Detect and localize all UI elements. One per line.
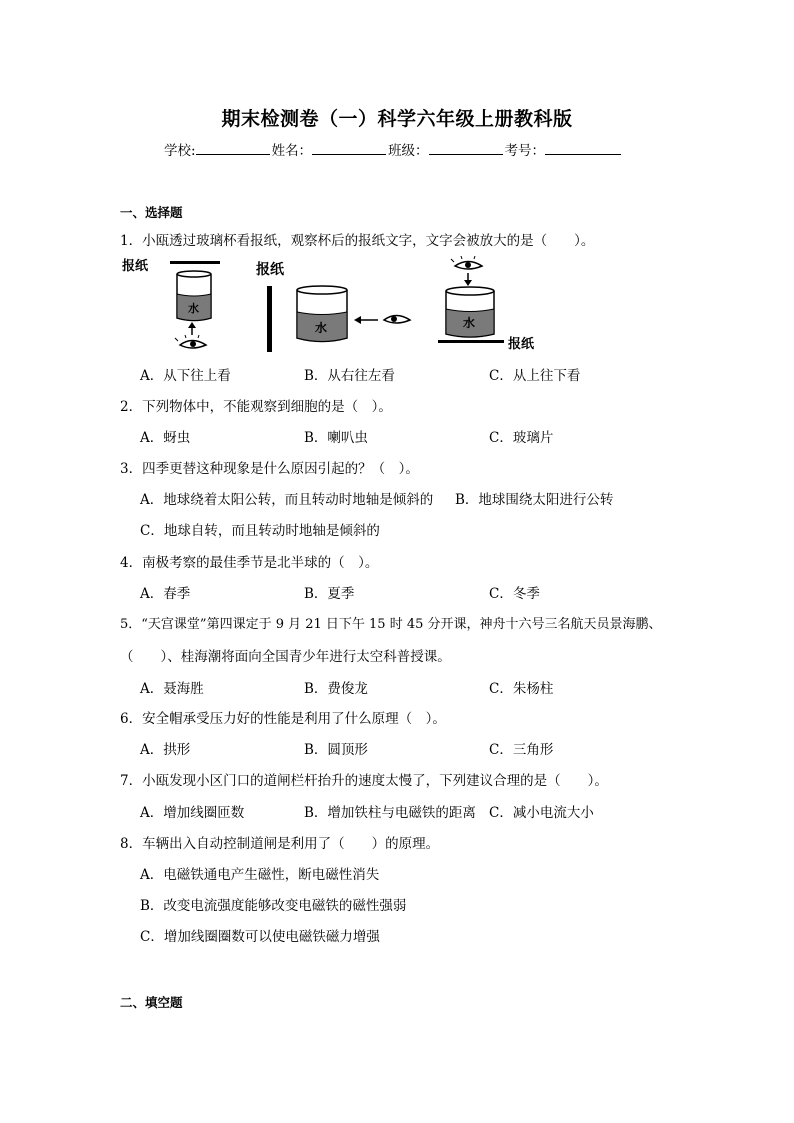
question-8: 8．车辆出入自动控制道闸是利用了（ ）的原理。 (120, 836, 440, 852)
exam-no-blank (545, 140, 621, 155)
newspaper-c (438, 340, 504, 343)
q7-option-a[interactable]: A．增加线圈匝数 (140, 805, 245, 821)
arrow-up-head (188, 322, 196, 328)
question-4: 4．南极考察的最佳季节是北半球的（ ）。 (120, 555, 379, 571)
question-5-continued: （ ）、桂海潮将面向全国青少年进行太空科普授课。 (120, 649, 451, 665)
water-label-c: 水 (463, 316, 476, 330)
school-blank (196, 140, 270, 155)
arrow-left-head (354, 316, 361, 324)
name-label: 姓名： (271, 143, 313, 159)
q6-option-a[interactable]: A．拱形 (140, 742, 191, 758)
newspaper-b (267, 286, 272, 352)
glass-newspaper-figure (118, 254, 558, 354)
newspaper-label-c: 报纸 (508, 337, 535, 352)
q1-option-a[interactable]: A．从下往上看 (140, 368, 231, 384)
question-1: 1．小瓯透过玻璃杯看报纸，观察杯后的报纸文字，文字会被放大的是（ ）。 (120, 233, 595, 249)
q4-option-a[interactable]: A．春季 (140, 586, 191, 602)
glass-top-b (297, 286, 347, 294)
question-6: 6．安全帽承受压力好的性能是利用了什么原理（ ）。 (120, 711, 446, 727)
q1-option-b[interactable]: B．从右往左看 (304, 368, 395, 384)
question-3: 3．四季更替这种现象是什么原因引起的？（ ）。 (120, 461, 419, 477)
q7-option-b[interactable]: B．增加铁柱与电磁铁的距离 (304, 805, 476, 821)
q6-option-b[interactable]: B．圆顶形 (304, 742, 368, 758)
newspaper-label-a: 报纸 (122, 259, 149, 274)
name-blank (312, 140, 386, 155)
q5-option-a[interactable]: A．聂海胜 (140, 681, 204, 697)
school-label: 学校: (164, 143, 196, 159)
q5-option-b[interactable]: B．费俊龙 (304, 681, 368, 697)
class-label: 班级： (388, 143, 429, 159)
q2-option-a[interactable]: A．蚜虫 (140, 430, 191, 446)
question-2: 2．下列物体中，不能观察到细胞的是（ ）。 (120, 399, 392, 415)
water-label-b: 水 (315, 321, 328, 335)
newspaper-label-b: 报纸 (256, 262, 284, 278)
exam-no-label: 考号： (504, 143, 546, 159)
q5-option-c[interactable]: C．朱杨柱 (489, 681, 554, 697)
q2-option-b[interactable]: B．喇叭虫 (304, 430, 368, 446)
eye-b-icon (384, 316, 410, 324)
q8-option-a[interactable]: A．电磁铁通电产生磁性，断电磁性消失 (140, 867, 380, 883)
q8-option-c[interactable]: C．增加线圈圈数可以使电磁铁磁力增强 (140, 929, 380, 945)
section-heading-fill-blank: 二、填空题 (120, 995, 183, 1010)
section-heading-choice: 一、选择题 (120, 205, 183, 220)
arrow-down-head (464, 280, 472, 286)
class-blank (429, 140, 503, 155)
q3-option-a[interactable]: A．地球绕着太阳公转，而且转动时地轴是倾斜的 (140, 492, 434, 508)
q7-option-c[interactable]: C．减小电流大小 (489, 805, 594, 821)
q3-option-c[interactable]: C．地球自转，而且转动时地轴是倾斜的 (140, 523, 380, 539)
q3-option-b[interactable]: B．地球围绕太阳进行公转 (455, 492, 614, 508)
student-info-line (164, 139, 623, 159)
q4-option-b[interactable]: B．夏季 (304, 586, 355, 602)
glass-top-c (446, 287, 494, 295)
question-5: 5．“天宫课堂”第四课定于 9 月 21 日下午 15 时 45 分开课，神舟十六号三名航天员景海鹏、 (120, 617, 662, 632)
q8-option-b[interactable]: B．改变电流强度能够改变电磁铁的磁性强弱 (140, 898, 407, 914)
newspaper-a (170, 261, 220, 264)
glass-top-a (177, 271, 211, 277)
question-7: 7．小瓯发现小区门口的道闸栏杆抬升的速度太慢了，下列建议合理的是（ ）。 (120, 773, 608, 789)
q4-option-c[interactable]: C．冬季 (489, 586, 540, 602)
q2-option-c[interactable]: C．玻璃片 (489, 430, 554, 446)
q6-option-c[interactable]: C．三角形 (489, 742, 554, 758)
water-label-a: 水 (188, 302, 199, 315)
q1-option-c[interactable]: C．从上往下看 (489, 368, 581, 384)
page-title: 期末检测卷（一）科学六年级上册教科版 (221, 108, 573, 130)
